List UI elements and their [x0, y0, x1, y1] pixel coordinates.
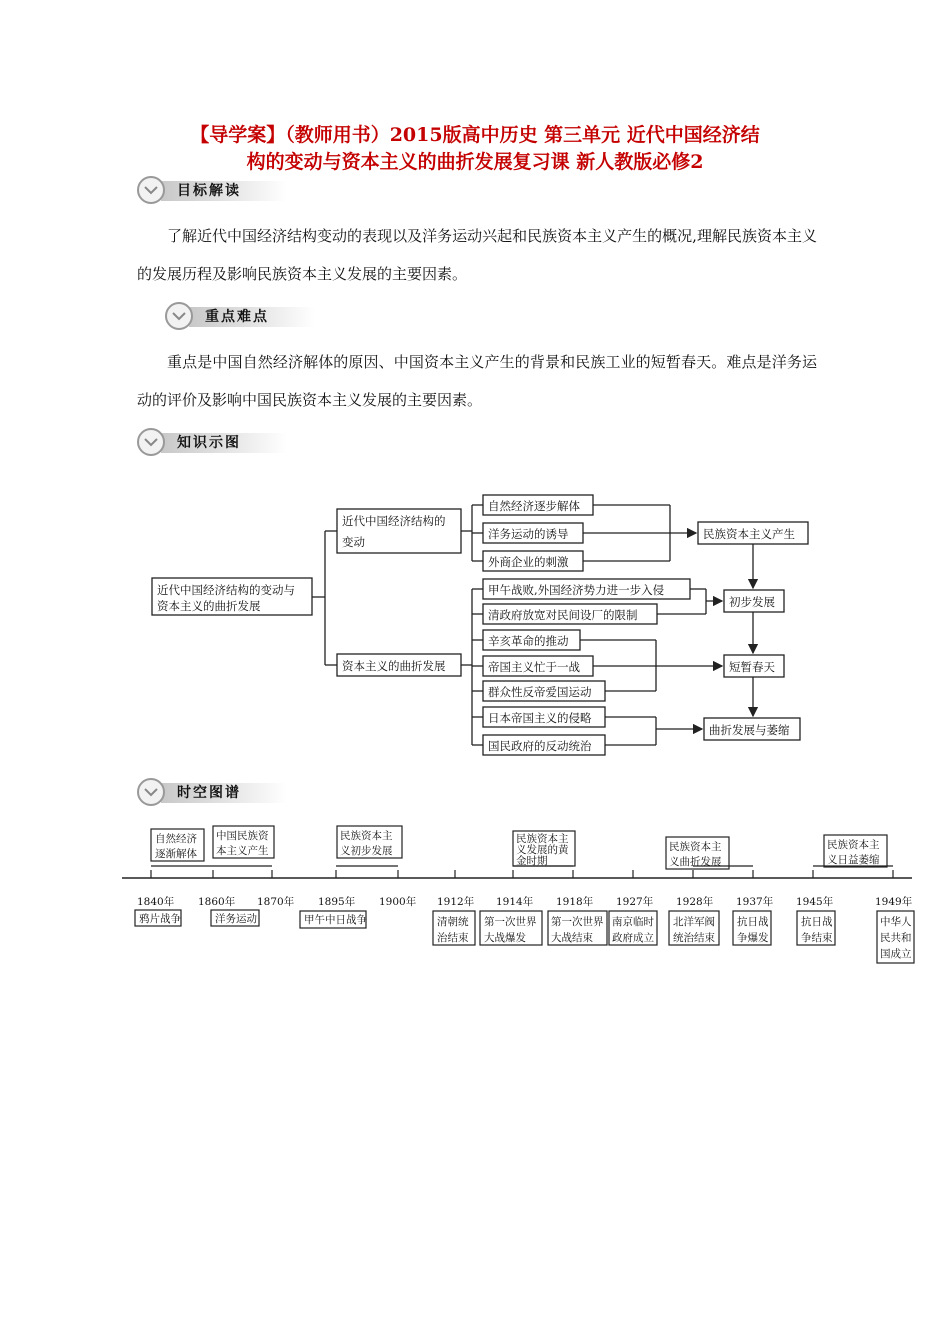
section-label: 时空图谱: [177, 785, 241, 801]
goals-paragraph: 了解近代中国经济结构变动的表现以及洋务运动兴起和民族资本主义产生的概况,理解民族资本主义的发展历程及影响民族资本主义发展的主要因素。: [137, 227, 817, 283]
event-label: 北洋军阀: [673, 916, 715, 928]
event-label: 鸦片战争: [139, 913, 181, 925]
title-line-1: 【导学案】（教师用书）2015版高中历史 第三单元 近代中国经济结: [190, 124, 760, 146]
event-label: 统治结束: [673, 932, 715, 944]
event-label: 第一次世界: [484, 916, 537, 928]
year-label: 1927年: [616, 896, 654, 908]
result-label: 短暂春天: [729, 660, 775, 674]
title-line-2: 构的变动与资本主义的曲折发展复习课 新人教版必修2: [246, 151, 704, 173]
section-label: 重点难点: [205, 309, 269, 325]
year-label: 1840年: [137, 896, 175, 908]
branch-label: 变动: [342, 535, 365, 549]
period-label: 义日益萎缩: [827, 854, 880, 866]
branch-label: 资本主义的曲折发展: [342, 659, 446, 673]
period-label: 民族资本主: [516, 833, 569, 845]
event-label: 抗日战: [801, 916, 833, 928]
period-label: 逐渐解体: [155, 848, 197, 860]
factor-label: 甲午战败,外国经济势力进一步入侵: [488, 583, 665, 597]
event-label: 民共和: [880, 932, 912, 944]
period-label: 本主义产生: [216, 845, 269, 857]
event-label: 中华人: [880, 916, 912, 928]
factor-label: 辛亥革命的推动: [488, 634, 569, 648]
year-label: 1949年: [875, 896, 913, 908]
section-label: 知识示图: [177, 435, 241, 451]
period-label: 民族资本主: [340, 830, 393, 842]
period-label: 义曲折发展: [669, 856, 722, 868]
root-label: 资本主义的曲折发展: [157, 599, 261, 613]
event-label: 抗日战: [737, 916, 769, 928]
factor-label: 洋务运动的诱导: [488, 527, 569, 541]
event-label: 大战结束: [551, 932, 593, 944]
branch-label: 近代中国经济结构的: [342, 514, 446, 528]
event-label: 争结束: [801, 932, 833, 944]
year-label: 1914年: [496, 896, 534, 908]
section-label: 目标解读: [177, 183, 241, 199]
year-label: 1918年: [556, 896, 594, 908]
event-label: 治结束: [437, 932, 469, 944]
factor-label: 自然经济逐步解体: [488, 499, 580, 513]
event-label: 第一次世界: [551, 916, 604, 928]
event-label: 政府成立: [612, 932, 654, 944]
factor-label: 日本帝国主义的侵略: [488, 711, 592, 725]
year-label: 1870年: [257, 896, 295, 908]
period-label: 义发展的黄: [516, 844, 569, 856]
factor-label: 帝国主义忙于一战: [488, 660, 580, 674]
period-label: 自然经济: [155, 833, 197, 845]
year-label: 1945年: [796, 896, 834, 908]
factor-label: 群众性反帝爱国运动: [488, 685, 592, 699]
result-label: 初步发展: [729, 595, 775, 609]
key-points-paragraph: 重点是中国自然经济解体的原因、中国资本主义产生的背景和民族工业的短暂春天。难点是洋务运动的评价及影响中国民族资本主义发展的主要因素。: [137, 353, 817, 409]
event-label: 清朝统: [437, 916, 469, 928]
event-label: 大战爆发: [484, 932, 526, 944]
root-label: 近代中国经济结构的变动与: [157, 583, 295, 597]
year-label: 1928年: [676, 896, 714, 908]
period-label: 义初步发展: [340, 845, 393, 857]
event-label: 洋务运动: [215, 913, 257, 925]
event-label: 甲午中日战争: [304, 914, 367, 926]
year-label: 1900年: [379, 896, 417, 908]
factor-label: 国民政府的反动统治: [488, 739, 592, 753]
year-label: 1912年: [437, 896, 475, 908]
period-label: 民族资本主: [827, 839, 880, 851]
year-label: 1937年: [736, 896, 774, 908]
result-label: 曲折发展与萎缩: [709, 723, 790, 737]
period-label: 中国民族资: [216, 830, 269, 842]
factor-label: 清政府放宽对民间设厂的限制: [488, 608, 638, 622]
year-label: 1860年: [198, 896, 236, 908]
event-label: 争爆发: [737, 932, 769, 944]
factor-label: 外商企业的刺激: [488, 555, 569, 569]
event-label: 南京临时: [612, 916, 654, 928]
year-label: 1895年: [318, 896, 356, 908]
period-label: 金时期: [516, 855, 548, 867]
period-label: 民族资本主: [669, 841, 722, 853]
result-label: 民族资本主义产生: [703, 527, 795, 541]
event-label: 国成立: [880, 948, 912, 960]
